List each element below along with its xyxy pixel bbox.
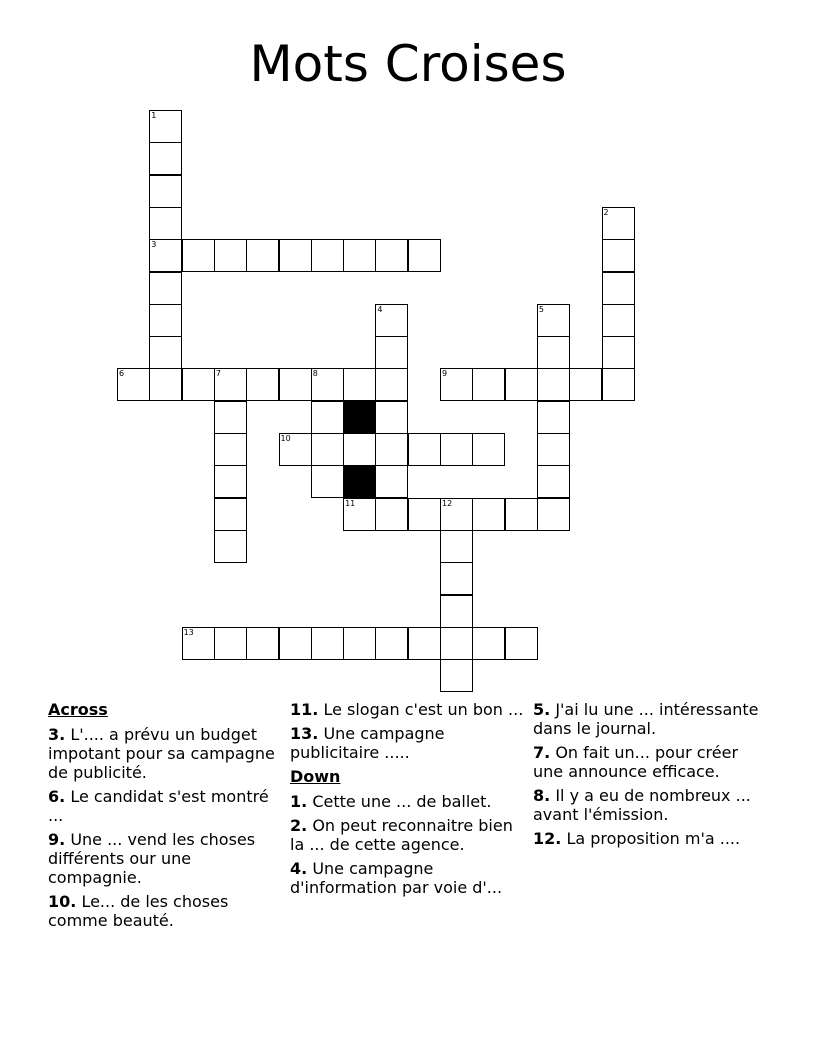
grid-cell[interactable]	[343, 239, 376, 272]
clue-text: Une campagne publicitaire .....	[290, 724, 445, 762]
grid-cell[interactable]	[311, 239, 344, 272]
clue-item	[48, 892, 288, 930]
clue-text: Une campagne d'information par voie d'...	[290, 859, 503, 897]
clue-number: 7	[215, 369, 221, 379]
grid-cell[interactable]	[279, 368, 312, 401]
clue-item	[533, 700, 773, 738]
grid-cell[interactable]	[343, 498, 376, 531]
grid-cell[interactable]	[117, 368, 150, 401]
grid-cell[interactable]	[602, 304, 635, 337]
black-cell	[343, 465, 376, 498]
grid-cell[interactable]	[569, 368, 602, 401]
clue-number: 6	[119, 369, 125, 379]
grid-cell[interactable]	[149, 336, 182, 369]
grid-cell[interactable]	[472, 627, 505, 660]
grid-cell[interactable]	[408, 627, 441, 660]
grid-cell[interactable]	[375, 627, 408, 660]
grid-cell[interactable]	[440, 498, 473, 531]
grid-cell[interactable]	[214, 239, 247, 272]
grid-cell[interactable]	[537, 368, 570, 401]
grid-cell[interactable]	[279, 627, 312, 660]
clue-number: 3	[151, 240, 157, 250]
clue-num: 11.	[290, 700, 319, 719]
grid-cell[interactable]	[149, 175, 182, 208]
clue-num: 2.	[290, 816, 308, 835]
grid-cell[interactable]	[375, 465, 408, 498]
grid-cell[interactable]	[505, 498, 538, 531]
grid-cell[interactable]	[440, 627, 473, 660]
clue-number: 10	[280, 434, 291, 443]
clue-item	[533, 786, 773, 824]
grid-cell[interactable]	[440, 562, 473, 595]
clue-num: 6.	[48, 787, 66, 806]
grid-cell[interactable]	[375, 304, 408, 337]
clue-number: 9	[442, 369, 448, 379]
clue-num: 4.	[290, 859, 308, 878]
clue-text: Le... de les choses comme beauté.	[48, 892, 229, 930]
clue-number: 11	[345, 498, 356, 508]
page-title: Mots Croises	[249, 35, 567, 93]
grid-cell[interactable]	[375, 368, 408, 401]
across-header: Across	[48, 700, 108, 719]
grid-cell[interactable]	[214, 368, 247, 401]
clue-number: 1	[151, 111, 157, 120]
grid-cell[interactable]	[149, 110, 182, 143]
grid-cell[interactable]	[602, 368, 635, 401]
grid-cell[interactable]	[408, 498, 441, 531]
grid-cell[interactable]	[505, 368, 538, 401]
clue-item	[533, 743, 773, 781]
grid-cell[interactable]	[440, 433, 473, 466]
clue-item	[290, 859, 530, 897]
grid-cell[interactable]	[375, 401, 408, 434]
grid-cell[interactable]	[311, 368, 344, 401]
grid-cell[interactable]	[472, 433, 505, 466]
grid-cell[interactable]	[602, 272, 635, 305]
clue-number: 4	[377, 304, 383, 314]
grid-cell[interactable]	[311, 433, 344, 466]
grid-cell[interactable]	[602, 336, 635, 369]
grid-cell[interactable]	[246, 368, 279, 401]
grid-cell[interactable]	[375, 336, 408, 369]
clue-text: L'.... a prévu un budget impotant pour sa campagne de publicité.	[48, 725, 275, 782]
clue-item	[290, 816, 530, 854]
grid-cell[interactable]	[311, 465, 344, 498]
clue-num: 10.	[48, 892, 77, 911]
grid-cell[interactable]	[440, 595, 473, 628]
clue-number: 13	[183, 627, 194, 637]
grid-cell[interactable]	[311, 627, 344, 660]
clue-text: Il y a eu de nombreux ... avant l'émission.	[533, 786, 751, 824]
clue-text: Cette une ... de ballet.	[312, 792, 492, 811]
clue-text: Le candidat s'est montré ...	[48, 787, 269, 825]
grid-cell[interactable]	[375, 498, 408, 531]
grid-cell[interactable]	[440, 659, 473, 692]
grid-cell[interactable]	[602, 207, 635, 240]
clue-column-1	[48, 700, 288, 935]
clue-item	[290, 700, 530, 719]
clue-text: Le slogan c'est un bon ...	[323, 700, 524, 719]
grid-cell[interactable]	[149, 207, 182, 240]
clue-column-3	[533, 700, 773, 853]
grid-cell[interactable]	[537, 304, 570, 337]
black-cell	[343, 401, 376, 434]
grid-cell[interactable]	[537, 336, 570, 369]
grid-cell[interactable]	[182, 627, 215, 660]
grid-cell[interactable]	[214, 498, 247, 531]
clue-number: 8	[312, 369, 318, 379]
grid-cell[interactable]	[279, 433, 312, 466]
grid-cell[interactable]	[343, 433, 376, 466]
clue-num: 1.	[290, 792, 308, 811]
grid-cell[interactable]	[472, 498, 505, 531]
grid-cell[interactable]	[214, 530, 247, 563]
grid-cell[interactable]	[408, 433, 441, 466]
grid-cell[interactable]	[214, 627, 247, 660]
grid-cell[interactable]	[343, 368, 376, 401]
clue-item	[290, 792, 530, 811]
grid-cell[interactable]	[602, 239, 635, 272]
grid-cell[interactable]	[182, 368, 215, 401]
clue-column-2	[290, 700, 530, 902]
clue-text: J'ai lu une ... intéressante dans le journal.	[533, 700, 759, 738]
clue-number: 5	[538, 304, 544, 314]
clue-num: 9.	[48, 830, 66, 849]
grid-cell[interactable]	[214, 433, 247, 466]
grid-cell[interactable]	[311, 401, 344, 434]
grid-cell[interactable]	[246, 239, 279, 272]
grid-cell[interactable]	[149, 272, 182, 305]
grid-cell[interactable]	[537, 465, 570, 498]
grid-cell[interactable]	[537, 498, 570, 531]
clue-text: La proposition m'a ....	[566, 829, 741, 848]
clue-item	[48, 725, 288, 782]
grid-cell[interactable]	[149, 368, 182, 401]
grid-cell[interactable]	[408, 239, 441, 272]
clue-number: 2	[603, 207, 609, 217]
clue-text: Une ... vend les choses différents our une compagnie.	[48, 830, 256, 887]
clue-item	[48, 787, 288, 825]
clue-text: On fait un... pour créer une announce efficace.	[533, 743, 739, 781]
grid-cell[interactable]	[149, 239, 182, 272]
grid-cell[interactable]	[279, 239, 312, 272]
clue-num: 7.	[533, 743, 551, 762]
clue-num: 3.	[48, 725, 66, 744]
grid-cell[interactable]	[246, 627, 279, 660]
grid-cell[interactable]	[440, 368, 473, 401]
clue-item	[533, 829, 773, 848]
grid-cell[interactable]	[182, 239, 215, 272]
grid-cell[interactable]	[505, 627, 538, 660]
clue-item	[290, 724, 530, 762]
grid-cell[interactable]	[214, 465, 247, 498]
clue-num: 12.	[533, 829, 562, 848]
grid-cell[interactable]	[214, 401, 247, 434]
grid-cell[interactable]	[375, 433, 408, 466]
grid-cell[interactable]	[149, 142, 182, 175]
grid-cell[interactable]	[375, 239, 408, 272]
clue-num: 5.	[533, 700, 551, 719]
clue-num: 13.	[290, 724, 319, 743]
clue-item	[48, 830, 288, 887]
grid-cell[interactable]	[440, 530, 473, 563]
down-header: Down	[290, 767, 341, 786]
grid-cell[interactable]	[537, 401, 570, 434]
clue-text: On peut reconnaitre bien la ... de cette agence.	[290, 816, 513, 854]
clue-number: 12	[442, 498, 453, 508]
grid-cell[interactable]	[472, 368, 505, 401]
grid-cell[interactable]	[149, 304, 182, 337]
grid-cell[interactable]	[537, 433, 570, 466]
grid-cell[interactable]	[343, 627, 376, 660]
clue-num: 8.	[533, 786, 551, 805]
